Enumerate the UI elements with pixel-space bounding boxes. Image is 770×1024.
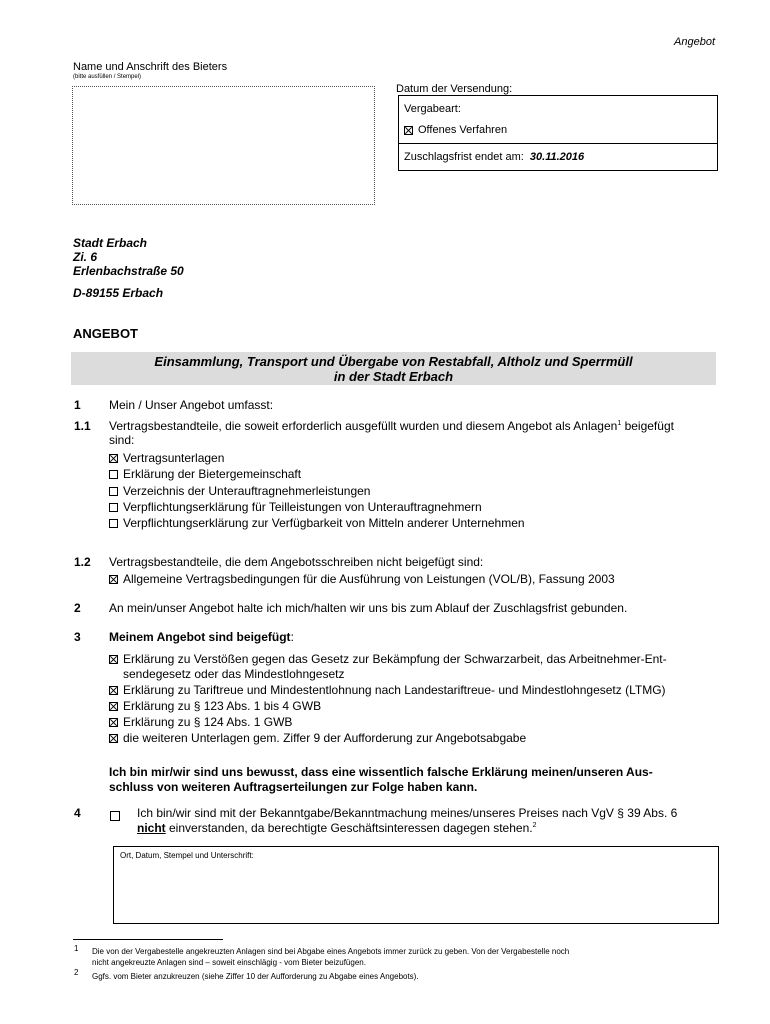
list-item bbox=[109, 652, 667, 667]
section-1-1-text: Vertragsbestandteile, die soweit erforderlich ausgefüllt wurden und diesem Angebot als Anlagen bbox=[109, 419, 618, 433]
list-item-label: Allgemeine Vertragsbedingungen für die Ausführung von Leistungen (VOL/B), Fassung 2003 bbox=[123, 572, 615, 586]
award-type-value: Offenes Verfahren bbox=[418, 124, 508, 136]
list-item bbox=[109, 516, 525, 531]
section-number: 4 bbox=[74, 806, 81, 820]
checkbox-icon[interactable] bbox=[109, 519, 118, 528]
deadline-row bbox=[404, 151, 584, 163]
section-2-text: An mein/unser Angebot halte ich mich/halten wir uns bis zum Ablauf der Zuschlagsfrist gebunden. bbox=[109, 601, 628, 615]
list-item-label: Vertragsunterlagen bbox=[123, 451, 225, 465]
checked-box-icon[interactable] bbox=[109, 655, 118, 664]
section-1-1-text-end: beigefügt bbox=[621, 419, 674, 433]
section-3-heading bbox=[109, 630, 294, 645]
recipient-address bbox=[73, 236, 184, 300]
section-number: 1.2 bbox=[74, 555, 91, 569]
list-item-label: Erklärung der Bietergemeinschaft bbox=[123, 467, 302, 481]
list-item-label: Verzeichnis der Unterauftragnehmerleistungen bbox=[123, 484, 371, 498]
warning-line2: schluss von weiteren Auftragserteilungen zur Folge haben kann. bbox=[109, 780, 478, 794]
checked-box-icon[interactable] bbox=[109, 575, 118, 584]
list-item bbox=[109, 500, 482, 515]
deadline-value: 30.11.2016 bbox=[529, 151, 585, 163]
list-item-label: Erklärung zu Verstößen gegen das Gesetz zur Bekämpfung der Schwarzarbeit, das Arbeitnehmer-Ent- bbox=[123, 652, 667, 666]
checkbox-icon[interactable] bbox=[109, 470, 118, 479]
section-1-text: Mein / Unser Angebot umfasst: bbox=[109, 398, 274, 412]
signature-label: Ort, Datum, Stempel und Unterschrift: bbox=[120, 851, 254, 860]
recipient-street: Erlenbachstraße 50 bbox=[73, 264, 184, 278]
checkbox-icon[interactable] bbox=[109, 487, 118, 496]
footnote-ref: 2 bbox=[532, 822, 537, 829]
list-item bbox=[109, 572, 615, 587]
recipient-city: D-89155 Erbach bbox=[73, 286, 164, 300]
list-item bbox=[109, 451, 224, 466]
footnote-2-line1: Ggfs. vom Bieter anzukreuzen (siehe Ziffer 10 der Aufforderung zu Abgabe eines Angebots). bbox=[92, 972, 419, 981]
list-item bbox=[109, 731, 526, 746]
deadline-label: Zuschlagsfrist endet am: bbox=[404, 151, 524, 163]
footnote-separator bbox=[73, 939, 223, 940]
checked-box-icon[interactable] bbox=[109, 686, 118, 695]
list-item-label: Erklärung zu § 123 Abs. 1 bis 4 GWB bbox=[123, 699, 322, 713]
list-item-label: Erklärung zu § 124 Abs. 1 GWB bbox=[123, 715, 293, 729]
checked-box-icon[interactable] bbox=[404, 126, 413, 135]
list-item-continuation: sendegesetz oder das Mindestlohngesetz bbox=[123, 667, 345, 681]
section-1-1-text-line1 bbox=[109, 419, 674, 434]
checked-box-icon[interactable] bbox=[109, 454, 118, 463]
footnote-1-line1: Die von der Vergabestelle angekreuzten Anlagen sind bei Abgabe eines Angebots immer zurück zu geben. Von der Vergabestelle noch bbox=[92, 947, 570, 956]
section-number: 2 bbox=[74, 601, 81, 615]
nicht-emphasis: nicht bbox=[137, 821, 166, 835]
footnote-number: 1 bbox=[74, 944, 79, 953]
checked-box-icon[interactable] bbox=[109, 734, 118, 743]
recipient-room: Zi. 6 bbox=[73, 250, 98, 264]
section-1-2-text: Vertragsbestandteile, die dem Angebotsschreiben nicht beigefügt sind: bbox=[109, 555, 484, 569]
divider bbox=[399, 143, 717, 144]
checked-box-icon[interactable] bbox=[109, 702, 118, 711]
footnote-ref: 1 bbox=[617, 420, 622, 427]
list-item-label: die weiteren Unterlagen gem. Ziffer 9 der Aufforderung zur Angebotsabgabe bbox=[123, 731, 527, 745]
offer-heading: ANGEBOT bbox=[73, 326, 138, 341]
warning-line1: Ich bin mir/wir sind uns bewusst, dass eine wissentlich falsche Erklärung meinen/unseren Aus- bbox=[109, 765, 653, 779]
recipient-name: Stadt Erbach bbox=[73, 236, 148, 250]
list-item bbox=[109, 467, 301, 482]
list-item bbox=[109, 484, 370, 499]
award-type-label: Vergabeart: bbox=[404, 103, 461, 115]
list-item-label: Verpflichtungserklärung zur Verfügbarkeit von Mitteln anderer Unternehmen bbox=[123, 516, 525, 530]
bidder-label: Name und Anschrift des Bieters bbox=[73, 61, 228, 73]
section-1-1-text-line2: sind: bbox=[109, 433, 135, 447]
footnote-number: 2 bbox=[74, 968, 79, 977]
list-item bbox=[109, 683, 666, 698]
section-3-colon: : bbox=[290, 630, 294, 644]
section-3-text: Meinem Angebot sind beigefügt bbox=[109, 630, 291, 644]
bidder-sublabel: (bitte ausfüllen / Stempel) bbox=[73, 74, 142, 80]
section-4-text-line1: Ich bin/wir sind mit der Bekanntgabe/Bekanntmachung meines/unseres Preises nach VgV § 39 Abs. 6 bbox=[137, 806, 678, 820]
checked-box-icon[interactable] bbox=[109, 718, 118, 727]
list-item bbox=[109, 699, 321, 714]
checkbox-icon[interactable] bbox=[109, 503, 118, 512]
signature-field[interactable] bbox=[113, 846, 719, 924]
section-number: 1.1 bbox=[74, 419, 91, 433]
section-number: 1 bbox=[74, 398, 81, 412]
section-4-text-line2 bbox=[137, 821, 537, 836]
footnote-1-line2: nicht angekreuzte Anlagen sind – soweit einschlägig - vom Bieter beizufügen. bbox=[92, 958, 366, 967]
offer-title-line2: in der Stadt Erbach bbox=[333, 369, 454, 384]
document-type-label: Angebot bbox=[674, 36, 715, 48]
list-item bbox=[109, 715, 292, 730]
list-item-label: Verpflichtungserklärung für Teilleistungen von Unterauftragnehmern bbox=[123, 500, 482, 514]
dispatch-date-label: Datum der Versendung: bbox=[396, 83, 513, 95]
bidder-address-field[interactable] bbox=[72, 86, 375, 205]
award-type-option bbox=[404, 124, 507, 136]
list-item-label: Erklärung zu Tariftreue und Mindestentlohnung nach Landestariftreue- und Mindestlohngesetz (LTMG) bbox=[123, 683, 666, 697]
section-number: 3 bbox=[74, 630, 81, 644]
price-publication-checkbox[interactable] bbox=[110, 811, 120, 821]
section-4-text: einverstanden, da berechtigte Geschäftsinteressen dagegen stehen. bbox=[165, 821, 533, 835]
offer-title-line1: Einsammlung, Transport und Übergabe von Restabfall, Altholz und Sperrmüll bbox=[154, 354, 633, 369]
award-info-box bbox=[398, 95, 718, 171]
offer-title-banner bbox=[71, 352, 716, 385]
